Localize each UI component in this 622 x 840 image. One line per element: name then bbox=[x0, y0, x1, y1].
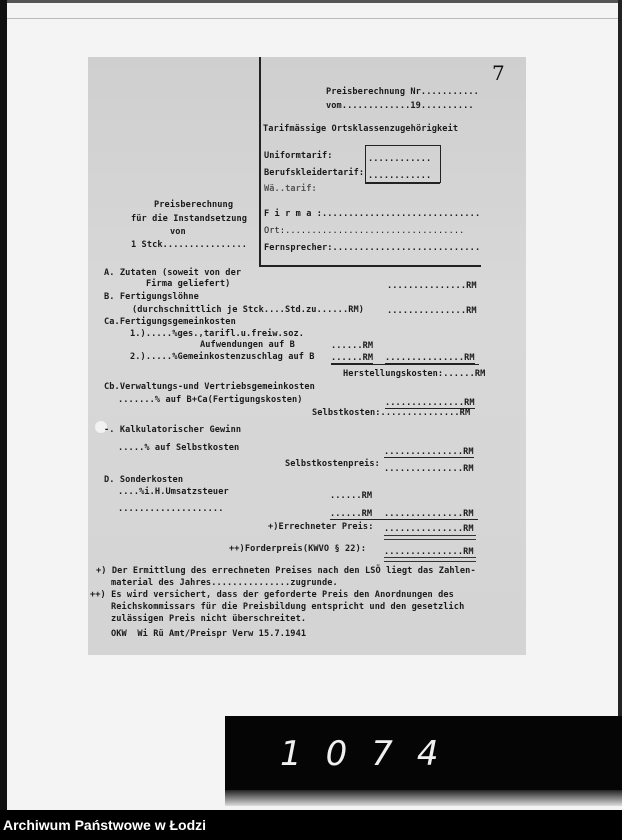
counter-panel-fade bbox=[225, 790, 622, 806]
section-d-item1-value: ......RM bbox=[330, 491, 373, 501]
left-title-3: von bbox=[170, 227, 186, 237]
firma-field: F i r m a :.............................. bbox=[264, 209, 481, 219]
tarif-heading: Tarifmässige Ortsklassenzugehörigkeit bbox=[263, 124, 459, 134]
tarif-waesche-label: Wä..tarif: bbox=[264, 184, 317, 194]
d-underline bbox=[330, 519, 478, 520]
section-cb-label: Cb.Verwaltungs-und Vertriebsgemeinkosten bbox=[104, 382, 315, 392]
section-d-item2: .................... bbox=[118, 504, 224, 514]
section-b-label: B. Fertigungslöhne bbox=[104, 292, 199, 302]
section-ca-item2: 2.).....%Gemeinkostenzuschlag auf B bbox=[130, 352, 315, 362]
form-reference: OKW Wi Rü Amt/Preispr Verw 15.7.1941 bbox=[111, 629, 307, 639]
section-c-value: ...............RM bbox=[384, 447, 474, 457]
section-ca-label: Ca.Fertigungsgemeinkosten bbox=[104, 317, 236, 327]
herstellungskosten: Herstellungskosten:......RM bbox=[343, 369, 486, 379]
section-b-value: ...............RM bbox=[387, 306, 477, 316]
section-ca-item1-b: Aufwendungen auf B bbox=[200, 340, 295, 350]
frame-counter-panel bbox=[225, 716, 622, 796]
section-ca-item2-value: ......RM bbox=[331, 353, 374, 363]
left-title-2: für die Instandsetzung bbox=[131, 214, 248, 224]
scan-top-rule bbox=[7, 18, 618, 19]
selbstkostenpreis-value: ...............RM bbox=[384, 464, 474, 474]
section-ca-item1-value: ......RM bbox=[331, 341, 374, 351]
footnote-1-line-2: material des Jahres...............zugrunde. bbox=[111, 578, 338, 588]
header-frame-bottom-line bbox=[259, 265, 481, 267]
section-ca-item1: 1.).....%ges.,tarifl.u.freiw.soz. bbox=[130, 329, 305, 339]
footnote-2-line-2: Reichskommissars für die Preisbildung entspricht und den gesetzlich bbox=[111, 602, 465, 612]
section-a-value: ...............RM bbox=[387, 281, 477, 291]
selbstkostenpreis-label: Selbstkostenpreis: bbox=[285, 459, 380, 469]
errechneter-preis-value: ...............RM bbox=[384, 524, 474, 534]
archive-label: Archiwum Państwowe w Łodzi bbox=[3, 817, 207, 833]
frame-number: 1074 bbox=[280, 734, 463, 774]
calc-number-line: Preisberechnung Nr........... bbox=[326, 87, 479, 97]
section-cb-detail: .......% auf B+Ca(Fertigungskosten) bbox=[118, 395, 303, 405]
fernsprecher-field: Fernsprecher:............................ bbox=[264, 243, 481, 253]
ort-field: Ort:.................................. bbox=[264, 226, 465, 236]
scan-right-edge bbox=[618, 0, 622, 720]
section-b-detail: (durchschnittlich je Stck....Std.zu......RM) bbox=[132, 305, 365, 315]
tarif-berufskleider-label: Berufskleidertarif: bbox=[264, 168, 365, 178]
tarif-box-bottom bbox=[365, 182, 440, 184]
footnote-2-line-3: zulässigen Preis nicht überschreitet. bbox=[111, 614, 307, 624]
forderpreis-value: ...............RM bbox=[384, 547, 474, 557]
tarif-berufskleider-value: ............ bbox=[368, 171, 432, 181]
forderpreis-label: ++)Forderpreis(KWVO § 22): bbox=[229, 544, 367, 554]
section-c-label: -. Kalkulatorischer Gewinn bbox=[104, 425, 242, 435]
header-frame-left-line bbox=[259, 57, 261, 265]
section-ca-total: ...............RM bbox=[385, 353, 475, 363]
section-cb-value: ...............RM bbox=[385, 398, 475, 408]
date-line: vom.............19.......... bbox=[326, 101, 474, 111]
footnote-2-line-1: ++) Es wird versichert, dass der geforderte Preis den Anordnungen des bbox=[90, 590, 454, 600]
ca-underline bbox=[331, 364, 479, 365]
archive-footer bbox=[0, 810, 622, 840]
selbstkosten: Selbstkosten:...............RM bbox=[312, 408, 471, 418]
left-title-4: 1 Stck................ bbox=[131, 240, 248, 250]
footnote-1-line-1: +) Der Ermittlung des errechneten Preises nach den LSÖ liegt das Zahlen- bbox=[96, 566, 476, 576]
section-c-detail: .....% auf Selbstkosten bbox=[118, 443, 240, 453]
tarif-uniform-value: ............ bbox=[368, 154, 432, 164]
scan-top-edge bbox=[0, 0, 622, 3]
section-a-label: A. Zutaten (soweit von der bbox=[104, 268, 242, 278]
handwritten-page-number: 7 bbox=[492, 61, 505, 85]
section-d-label: D. Sonderkosten bbox=[104, 475, 184, 485]
section-a-label-2: Firma geliefert) bbox=[146, 279, 231, 289]
forderpreis-double-underline bbox=[384, 557, 476, 562]
section-d-total: ...............RM bbox=[384, 509, 474, 519]
errechneter-double-underline bbox=[384, 535, 476, 540]
scan-left-edge bbox=[0, 0, 7, 810]
left-title-1: Preisberechnung bbox=[154, 200, 234, 210]
tarif-uniform-label: Uniformtarif: bbox=[264, 151, 333, 161]
document-sheet bbox=[88, 57, 526, 655]
errechneter-preis-label: +)Errechneter Preis: bbox=[268, 522, 374, 532]
section-d-item2-value: ......RM bbox=[330, 509, 373, 519]
section-d-item1: ....%i.H.Umsatzsteuer bbox=[118, 487, 229, 497]
